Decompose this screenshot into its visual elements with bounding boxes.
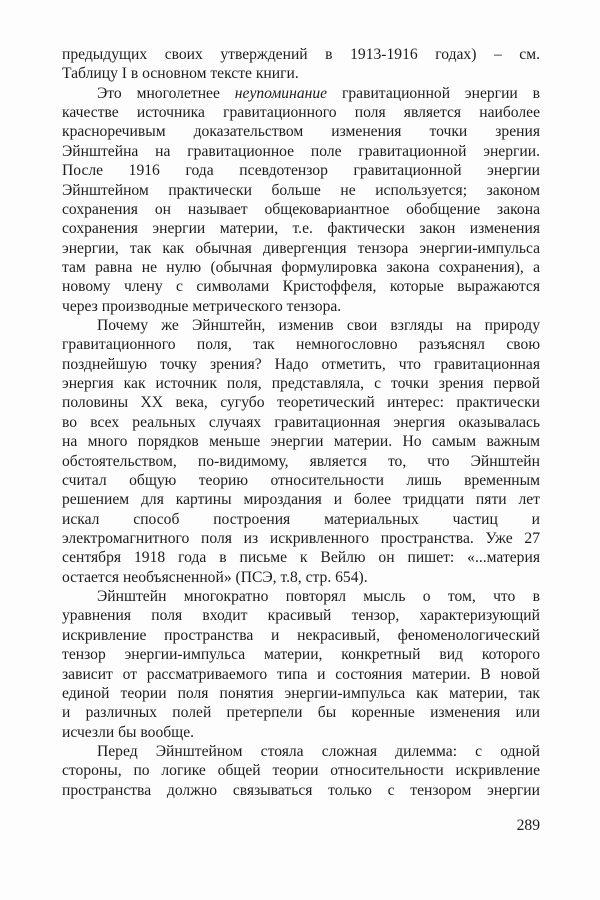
italic-text-segment: неупоминание (234, 84, 328, 102)
text-line: тензор энергии-импульса материи, конкретный вид которого (62, 646, 540, 664)
text-line: исчезли бы вообще. (62, 723, 195, 741)
text-line: предыдущих своих утверждений в 1913-1916 годах) – см. (62, 46, 540, 63)
text-line: электромагнитного поля из искривленного пространства. Уже 27 (62, 529, 540, 547)
text-line: сохранения он называет общековариантное обобщение закона (62, 200, 540, 218)
text-line: Эйнштейн многократно повторял мысль о том, что в (97, 588, 540, 606)
text-line: на много порядков меньше энергии материи. Но самым важным (62, 433, 540, 451)
text-line: зависит от рассматриваемого типа и состояния материи. В новой (62, 665, 540, 683)
text-line: Почему же Эйнштейн, изменив свои взгляды на природу (97, 317, 540, 335)
text-line: искривление пространства и некрасивый, феноменологический (62, 626, 540, 644)
text-line: там равна не нулю (обычная формулировка закона сохранения), а (62, 258, 540, 276)
text-line: во всех реальных случаях гравитационная энергия оказывалась (62, 413, 540, 431)
text-line: гравитационного поля, так немногословно разъяснял свою (62, 336, 540, 354)
text-line: решением для картины мироздания и более тридцати пяти лет (62, 491, 540, 509)
text-line: и различных полей претерпели бы коренные изменения или (62, 704, 540, 722)
text-line: качестве источника гравитационного поля является наиболее (62, 104, 540, 122)
text-line: Перед Эйнштейном стояла сложная дилемма: с одной (97, 742, 540, 760)
text-line: через производные метрического тензора. (62, 297, 342, 315)
text-segment: гравитационной энергии в (327, 84, 541, 102)
text-line: После 1916 года псевдотензор гравитационной энергии (62, 162, 540, 180)
text-line: энергия как источник поля, представляла, с точки зрения первой (62, 375, 540, 393)
text-line: половины XX века, сугубо теоретический интерес: практически (62, 394, 540, 412)
text-line: новому члену с символами Кристоффеля, которые выражаются (62, 278, 540, 296)
text-line: позднейшую точку зрения? Надо отметить, что гравитационная (62, 355, 540, 373)
text-line: красноречивым доказательством изменения точки зрения (62, 123, 540, 141)
page-number: 289 (516, 817, 540, 835)
text-line: Эйнштейна на гравитационное поле гравитационной энергии. (62, 142, 540, 160)
text-line: Эйнштейном практически больше не используется; законом (62, 181, 540, 199)
text-line: считал общую теорию относительности лишь временным (62, 471, 540, 489)
text-line: уравнения поля входит красивый тензор, характеризующий (62, 607, 540, 625)
text-line: обстоятельством, по-видимому, является то, что Эйнштейн (62, 452, 540, 470)
text-line: сентября 1918 года в письме к Вейлю он пишет: «...материя (62, 549, 540, 567)
text-line: сохранения энергии материи, т.е. фактически закон изменения (62, 220, 540, 238)
text-line: пространства должно связываться только с тензором энергии (62, 781, 540, 799)
text-line: единой теории поля понятия энергии-импульса как материи, так (62, 684, 540, 702)
text-line: остается необъясненной» (ПСЭ, т.8, стр. 654). (62, 568, 368, 586)
text-line: энергии, так как обычная дивергенция тензора энергии-импульса (62, 239, 540, 257)
text-line: Таблицу I в основном тексте книги. (62, 65, 299, 83)
body-text (62, 45, 540, 800)
text-line: стороны, по логике общей теории относительности искривление (62, 762, 540, 780)
text-line (62, 84, 540, 103)
text-segment: Это многолетнее (97, 84, 235, 102)
text-line: искал способ построения материальных частиц и (62, 510, 540, 528)
